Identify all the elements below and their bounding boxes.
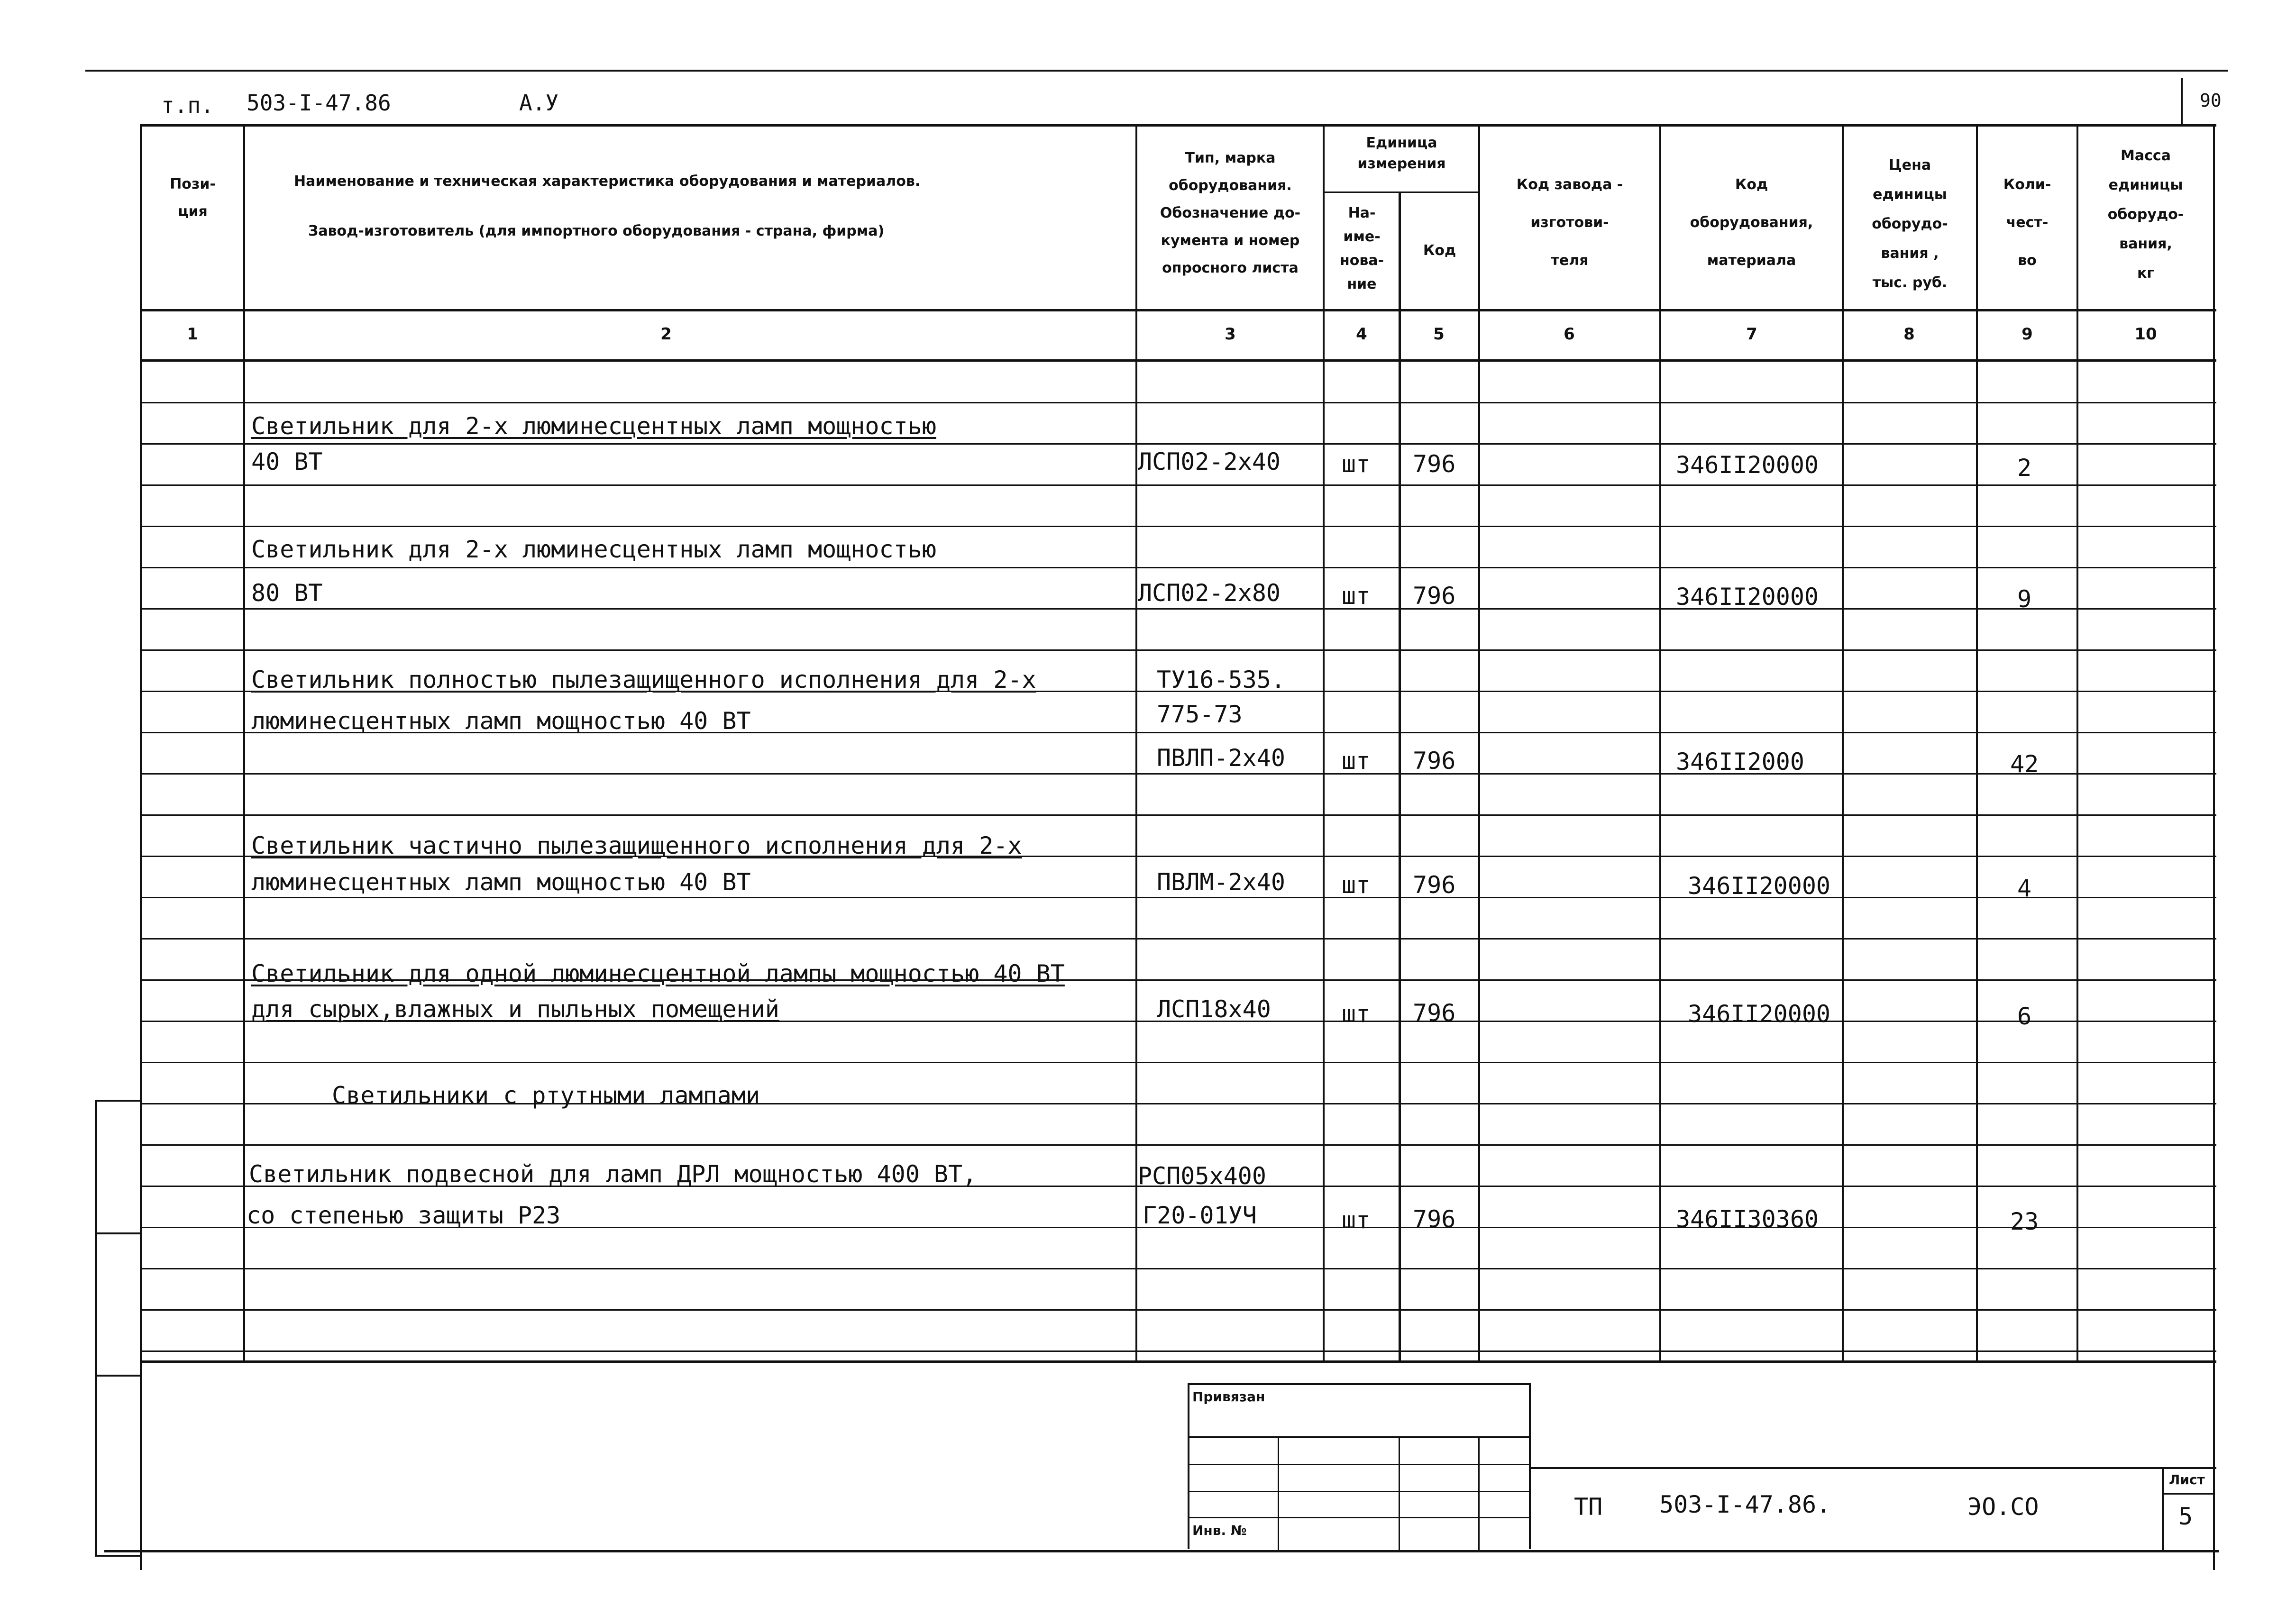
row-rule	[140, 1350, 2216, 1352]
col-num-6: 6	[1564, 325, 1575, 344]
row-name: люминесцентных ламп мощностью 40 ВТ	[251, 868, 751, 896]
row-type: ЛСП18х40	[1157, 995, 1271, 1023]
col-num-8: 8	[1903, 325, 1915, 344]
col-num-2: 2	[660, 325, 672, 344]
row-rule	[140, 897, 2216, 898]
row-rule	[140, 526, 2216, 527]
row-qty: 2	[2017, 454, 2032, 482]
row-name: со степенью защиты Р23	[247, 1202, 561, 1229]
row-name: Светильник полностью пылезащищенного исполнения для 2-х	[251, 666, 1036, 693]
row-name: люминесцентных ламп мощностью 40 ВТ	[251, 707, 751, 735]
row-name: 40 ВТ	[251, 448, 323, 475]
col-num-9: 9	[2022, 325, 2033, 344]
row-type: ПВЛМ-2х40	[1157, 868, 1285, 896]
col-num-3: 3	[1225, 325, 1236, 344]
row-name: для сырых,влажных и пыльных помещений	[251, 995, 779, 1023]
bound-label: Привязан	[1192, 1389, 1265, 1405]
row-type: РСП05х400	[1138, 1162, 1266, 1190]
row-code: 346II20000	[1676, 583, 1819, 611]
row-qty: 9	[2017, 585, 2032, 613]
row-rule	[140, 1062, 2216, 1063]
row-qty: 23	[2010, 1208, 2039, 1235]
header-col-8: Цена единицы оборудо- вания , тыс. руб.	[1872, 157, 1948, 291]
row-code: 346II2000	[1676, 748, 1804, 776]
row-unit-code: 796	[1413, 1205, 1456, 1233]
row-type: ЛСП02-2х80	[1138, 579, 1281, 607]
row-code: 346II30360	[1676, 1205, 1819, 1233]
header-col-5: Код	[1423, 242, 1456, 259]
row-name: Светильник для одной люминесцентной лампы мощностью 40 ВТ	[251, 960, 1065, 987]
row-unit-code: 796	[1413, 582, 1456, 610]
header-col-1: Пози- ция	[170, 176, 216, 220]
row-name: Светильник частично пылезащищенного исполнения для 2-х	[251, 832, 1022, 859]
row-unit: шт	[1342, 1206, 1371, 1234]
header-col-7: Код оборудования, материала	[1690, 176, 1813, 269]
tp-label: т.п.	[161, 92, 214, 118]
album-label: А.У	[519, 90, 559, 116]
row-type: 775-73	[1157, 701, 1243, 728]
header-col-6: Код завода - изготови- теля	[1516, 176, 1623, 269]
row-name: Светильник подвесной для ламп ДРЛ мощностью 400 ВТ,	[249, 1160, 977, 1188]
section-heading: Светильники с ртутными лампами	[332, 1082, 760, 1109]
row-name: Светильник для 2-х люминесцентных ламп мощностью	[251, 536, 936, 563]
sheet-number: 5	[2178, 1503, 2193, 1530]
row-code: 346II20000	[1676, 451, 1819, 479]
row-rule	[140, 1309, 2216, 1311]
inventory-label: Инв. №	[1192, 1523, 1247, 1538]
header-col-4: На- име- нова- ние	[1339, 205, 1384, 292]
row-rule	[140, 443, 2216, 445]
row-unit: шт	[1342, 450, 1371, 478]
row-rule	[140, 608, 2216, 610]
header-col-2-line-1: Наименование и техническая характеристика оборудования и материалов.	[294, 173, 921, 190]
row-rule	[140, 567, 2216, 568]
row-rule	[140, 938, 2216, 940]
row-unit-code: 796	[1413, 871, 1456, 899]
project-code: 503-I-47.86	[247, 90, 391, 116]
row-rule	[140, 402, 2216, 403]
row-unit: шт	[1342, 582, 1371, 610]
row-name: Светильник для 2-х люминесцентных ламп мощностью	[251, 412, 936, 440]
col-num-10: 10	[2134, 325, 2157, 344]
header-col-3: Тип, марка оборудования. Обозначение до- кумента и номер опросного листа	[1160, 150, 1301, 276]
row-type: ТУ16-535.	[1157, 666, 1285, 693]
row-name: 80 ВТ	[251, 579, 323, 607]
header-col-9: Коли- чест- во	[2003, 176, 2051, 269]
col-num-5: 5	[1433, 325, 1445, 344]
stamp-tp: ТП	[1574, 1493, 1603, 1521]
top-rule	[85, 70, 2228, 72]
header-col-2-line-2: Завод-изготовитель (для импортного оборудования - страна, фирма)	[308, 223, 885, 239]
row-qty: 42	[2010, 750, 2039, 778]
row-code: 346II20000	[1688, 872, 1831, 900]
row-type: Г20-01УЧ	[1143, 1202, 1257, 1229]
row-qty: 6	[2017, 1003, 2032, 1030]
stamp-suffix: ЭО.СО	[1967, 1493, 2039, 1521]
corner-number: 90	[2200, 90, 2222, 111]
row-unit-code: 796	[1413, 999, 1456, 1027]
row-unit: шт	[1342, 747, 1371, 775]
row-rule	[140, 649, 2216, 651]
row-type: ЛСП02-2х40	[1138, 448, 1281, 475]
row-unit-code: 796	[1413, 450, 1456, 478]
header-unit-group: Единица измерения	[1357, 135, 1446, 172]
row-type: ПВЛП-2х40	[1157, 744, 1285, 772]
col-num-4: 4	[1356, 325, 1367, 344]
row-code: 346II20000	[1688, 1000, 1831, 1028]
row-unit: шт	[1342, 871, 1371, 899]
row-unit: шт	[1342, 1000, 1371, 1028]
header-col-10: Масса единицы оборудо- вания, кг	[2107, 147, 2184, 282]
row-rule	[140, 773, 2216, 775]
row-rule	[140, 814, 2216, 816]
row-unit-code: 796	[1413, 747, 1456, 775]
col-num-1: 1	[187, 325, 198, 344]
row-qty: 4	[2017, 875, 2032, 902]
row-rule	[140, 1144, 2216, 1146]
row-rule	[140, 484, 2216, 486]
col-num-7: 7	[1746, 325, 1757, 344]
row-rule	[140, 1268, 2216, 1269]
stamp-code: 503-I-47.86.	[1659, 1491, 1831, 1518]
corner-divider	[2181, 78, 2183, 126]
sheet-label: Лист	[2169, 1472, 2205, 1487]
